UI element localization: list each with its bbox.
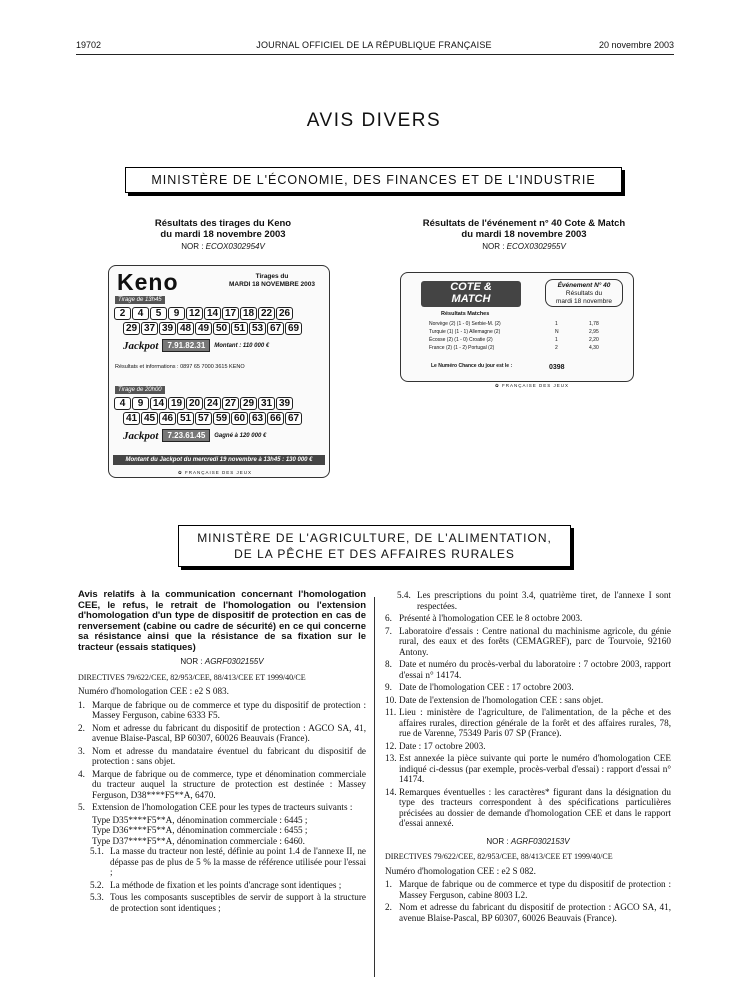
keno-row-4 — [123, 412, 302, 425]
item-text: Date : 17 octobre 2003. — [399, 740, 486, 751]
cote-match-card — [400, 272, 634, 382]
right-directives: DIRECTIVES 79/622/CEE, 82/953/CEE, 88/413/CEE ET 1999/40/CE — [385, 852, 613, 861]
item-text: Remarques éventuelles : les caractères* figurant dans la désignation du type des tracteurs correspondent à des spécifications particulières précisées au dossier de demande d'homologation CEE et dans le rapport d'essai annexé. — [399, 786, 671, 828]
cote-cell: 2,95 — [589, 329, 599, 335]
cote-cell: 1 — [555, 321, 558, 327]
item-text: Est annexée la pièce suivante qui porte le numéro d'homologation CEE indiqué ci-dessus (par exemple, procès-verbal d'essai) : rapport d'essai n° 14174. — [399, 753, 671, 784]
right-sub-items — [385, 590, 671, 611]
list-item — [78, 802, 366, 813]
item-number: 3. — [78, 745, 85, 756]
keno-band-2000: Tirage de 20h00 — [115, 386, 165, 394]
item-number: 14. — [385, 786, 397, 797]
list-item — [385, 753, 671, 785]
item-number: 12. — [385, 740, 397, 751]
item-text: Nom et adresse du fabricant du dispositif de protection : AGCO SA, 41, avenue Blaise-Pascal, BP 60307, 60026 Beauvais (France). — [399, 902, 671, 923]
cote-result-line1: Résultats de l'événement n° 40 Cote & Match — [422, 218, 626, 229]
list-item — [78, 892, 366, 913]
cote-cell: 1 — [555, 337, 558, 343]
item-number: 2. — [78, 722, 85, 733]
cote-match-row — [429, 321, 619, 327]
list-item — [385, 707, 671, 739]
list-item — [385, 902, 671, 923]
item-number: 10. — [385, 694, 397, 705]
keno-number: 18 — [240, 307, 257, 320]
item-text: Extension de l'homologation CEE pour les types de tracteurs suivants : — [92, 802, 353, 812]
cote-cell: 2 — [555, 345, 558, 351]
keno-number: 19 — [168, 397, 185, 410]
list-item — [385, 787, 671, 829]
item-text: Nom et adresse du fabricant du dispositif de protection : AGCO SA, 41, avenue Blaise-Pascal, BP 60307, 60026 Beauvais (France). — [92, 722, 366, 743]
keno-number: 9 — [132, 397, 149, 410]
left-nor: NOR : AGRF0302155V — [180, 657, 264, 666]
cote-match-logo: COTE & MATCH — [421, 281, 521, 307]
list-item — [78, 723, 366, 744]
keno-number: 45 — [141, 412, 158, 425]
keno-number: 67 — [285, 412, 302, 425]
cote-number: 0398 — [549, 364, 565, 371]
item-text: Marque de fabrique ou de commerce et type du dispositif de protection : Massey Ferguson, cabine 8003 L2. — [399, 879, 671, 900]
keno-footer-band: Montant du Jackpot du mercredi 19 novembre à 13h45 : 130 000 € — [113, 455, 325, 465]
keno-fdj-logo: ✿ FRANÇAISE DES JEUX — [178, 470, 253, 475]
keno-result-line2: du mardi 18 novembre 2003 — [160, 229, 286, 240]
cote-cell: Turquie (1) (1 - 1) Allemagne (2) — [429, 329, 501, 335]
item-text: Marque de fabrique ou de commerce et type du dispositif de protection : Massey Ferguson, cabine 6333 F5. — [92, 699, 366, 720]
list-item — [385, 613, 671, 624]
left-items — [78, 700, 366, 813]
cote-match-row — [429, 345, 619, 351]
keno-number: 51 — [231, 322, 248, 335]
item-number: 1. — [385, 879, 392, 889]
keno-number: 59 — [213, 412, 230, 425]
keno-number: 9 — [168, 307, 185, 320]
item-number: 7. — [385, 625, 392, 636]
item-number: 5.1. — [90, 846, 104, 856]
list-item — [78, 880, 366, 891]
list-item — [385, 659, 671, 680]
keno-number: 27 — [222, 397, 239, 410]
cote-col-header: Résultats Matches — [441, 311, 490, 317]
item-text: Date de l'homologation CEE : 17 octobre 2003. — [399, 682, 574, 692]
cote-cell: Norvège (2) (1 - 0) Serbie-M. (2) — [429, 321, 501, 327]
tractor-type: Type D36****F5**A, dénomination commerciale : 6455 ; — [92, 825, 308, 835]
list-item — [385, 695, 671, 706]
keno-number: 29 — [123, 322, 140, 335]
issue-date: 20 novembre 2003 — [598, 40, 674, 50]
item-number: 9. — [385, 682, 392, 692]
left-sub-items — [78, 846, 366, 913]
item-number: 6. — [385, 613, 392, 623]
list-item — [78, 846, 366, 878]
keno-draw-date: Tirages du MARDI 18 NOVEMBRE 2003 — [229, 273, 315, 288]
page-number: 19702 — [76, 40, 102, 50]
keno-number: 14 — [150, 397, 167, 410]
keno-number: 41 — [123, 412, 140, 425]
left-numero: Numéro d'homologation CEE : e2 S 083. — [78, 686, 229, 696]
item-text: Lieu : ministère de l'agriculture, de l'alimentation, de la pêche et des affaires rurales, direction générale de la forêt et des affaires rurales, 78, rue de Varenne, 75349 Paris 07 SP (France). — [399, 707, 671, 738]
left-column — [78, 590, 366, 915]
column-divider — [374, 597, 375, 977]
cote-match-row — [429, 329, 619, 335]
keno-number: 5 — [150, 307, 167, 320]
keno-number: 26 — [276, 307, 293, 320]
cote-result-line2: du mardi 18 novembre 2003 — [461, 229, 587, 240]
item-text: Les prescriptions du point 3.4, quatrième tiret, de l'annexe I sont respectées. — [417, 590, 671, 611]
keno-number: 20 — [186, 397, 203, 410]
list-item — [78, 746, 366, 767]
item-text: Marque de fabrique ou de commerce, type et dénomination commerciale du tracteur auquel la structure de protection est destinée : Massey Ferguson, D38****F5**A, 6470. — [92, 768, 366, 800]
keno-number: 48 — [177, 322, 194, 335]
header-rule — [76, 54, 674, 55]
keno-row-3 — [114, 397, 293, 410]
item-number: 5.2. — [90, 879, 104, 890]
keno-number: 39 — [159, 322, 176, 335]
keno-result-line1: Résultats des tirages du Keno — [154, 218, 292, 229]
cote-nor: NOR : ECOX0302955V — [482, 242, 566, 251]
keno-nor: NOR : ECOX0302954V — [181, 242, 265, 251]
keno-row-2 — [123, 322, 302, 335]
keno-number: 4 — [132, 307, 149, 320]
keno-number: 17 — [222, 307, 239, 320]
list-item — [385, 590, 671, 611]
keno-number: 57 — [195, 412, 212, 425]
keno-number: 49 — [195, 322, 212, 335]
cote-cell: France (2) (1 - 2) Portugal (2) — [429, 345, 495, 351]
list-item — [385, 741, 671, 752]
cote-number-label: Le Numéro Chance du jour est le : — [431, 363, 513, 369]
keno-number: 4 — [114, 397, 131, 410]
cote-cell: N — [555, 329, 559, 335]
page-header — [50, 40, 698, 54]
cote-fdj-logo: ✿ FRANÇAISE DES JEUX — [495, 383, 570, 388]
cote-cell: 1,78 — [589, 321, 599, 327]
notice-title: Avis relatifs à la communication concernant l'homologation CEE, le refus, le retrait de l'homologation ou l'extension d'homologation d'un type de dispositif de protection en cas de renversement (cabine ou cadre de sécurité) en ce qui concerne sa résistance ainsi que la résistance de sa fixation sur le tracteur (essais statiques) — [78, 589, 366, 653]
cote-result-heading — [393, 218, 655, 251]
item-number: 4. — [78, 768, 85, 779]
keno-number: 69 — [285, 322, 302, 335]
keno-number: 14 — [204, 307, 221, 320]
left-types — [78, 815, 366, 847]
list-item — [78, 700, 366, 721]
section-title: AVIS DIVERS — [306, 110, 442, 131]
item-text: Date de l'extension de l'homologation CEE : sans objet. — [399, 694, 604, 705]
list-item — [385, 879, 671, 900]
cote-cell: 4,30 — [589, 345, 599, 351]
keno-jackpot-2: Jackpot 7.23.61.45 Gagné à 120 000 € — [123, 429, 267, 442]
keno-number: 12 — [186, 307, 203, 320]
item-text: La méthode de fixation et les points d'ancrage sont identiques ; — [110, 879, 342, 890]
keno-info: Résultats et informations : 0897 65 7000 3615 KENO — [115, 364, 245, 370]
item-number: 5.4. — [397, 590, 411, 600]
keno-number: 24 — [204, 397, 221, 410]
item-text: Nom et adresse du mandataire éventuel du fabricant du dispositif de protection : sans objet. — [92, 745, 366, 766]
keno-result-heading — [118, 218, 328, 251]
tractor-type: Type D35****F5**A, dénomination commerciale : 6445 ; — [92, 814, 308, 825]
keno-number: 2 — [114, 307, 131, 320]
item-number: 13. — [385, 753, 397, 763]
right-nor: NOR : AGRF0302153V — [486, 836, 570, 846]
right-items-2 — [385, 879, 671, 923]
keno-number: 46 — [159, 412, 176, 425]
item-text: La masse du tracteur non lesté, définie au point 1.4 de l'annexe II, ne dépasse pas de plus de 5 % la masse de référence utilisée pour l'essai ; — [110, 846, 366, 877]
right-items — [385, 613, 671, 829]
keno-jackpot-1: Jackpot 7.91.82.31 Montant : 110 000 € — [123, 339, 270, 352]
item-number: 11. — [385, 707, 397, 717]
keno-number: 60 — [231, 412, 248, 425]
cote-event-box: Événement N° 40 Résultats du mardi 18 novembre — [545, 279, 623, 307]
list-item — [78, 769, 366, 801]
tractor-type: Type D37****F5**A, dénomination commerciale : 6460. — [92, 835, 305, 846]
journal-name: JOURNAL OFFICIEL DE LA RÉPUBLIQUE FRANÇAISE — [256, 40, 492, 50]
cote-match-row — [429, 337, 619, 343]
keno-number: 50 — [213, 322, 230, 335]
keno-results-card — [108, 265, 330, 478]
keno-number: 29 — [240, 397, 257, 410]
item-number: 8. — [385, 659, 392, 669]
item-text: Présenté à l'homologation CEE le 8 octobre 2003. — [399, 613, 583, 623]
ministry-economie-box: MINISTÈRE DE L'ÉCONOMIE, DES FINANCES ET DE L'INDUSTRIE — [125, 167, 622, 193]
keno-number: 51 — [177, 412, 194, 425]
item-text: Laboratoire d'essais : Centre national du machinisme agricole, du génie rural, des eaux et des forêts (CEMAGREF), parc de Tourvoie, 92160 Antony. — [399, 625, 671, 657]
list-item — [385, 682, 671, 693]
left-directives: DIRECTIVES 79/622/CEE, 82/953/CEE, 88/413/CEE ET 1999/40/CE — [78, 672, 306, 682]
keno-number: 22 — [258, 307, 275, 320]
keno-number: 39 — [276, 397, 293, 410]
keno-number: 37 — [141, 322, 158, 335]
keno-logo: Keno — [117, 269, 179, 295]
item-number: 5. — [78, 802, 85, 812]
item-number: 5.3. — [90, 892, 104, 902]
cote-cell: 2,20 — [589, 337, 599, 343]
keno-band-1345: Tirage de 13h45 — [115, 296, 165, 304]
keno-number: 67 — [267, 322, 284, 335]
cote-cell: Écosse (2) (1 - 0) Croatie (2) — [429, 337, 493, 343]
keno-row-1 — [114, 307, 293, 320]
keno-number: 63 — [249, 412, 266, 425]
item-text: Date et numéro du procès-verbal du laboratoire : 7 octobre 2003, rapport d'essai n° 14174. — [399, 659, 671, 680]
item-number: 2. — [385, 902, 392, 912]
keno-number: 31 — [258, 397, 275, 410]
item-text: Tous les composants susceptibles de servir de support à la structure de protection sont identiques ; — [110, 892, 366, 913]
list-item — [385, 626, 671, 658]
right-numero: Numéro d'homologation CEE : e2 S 082. — [385, 865, 536, 876]
item-number: 1. — [78, 699, 85, 710]
right-column — [385, 590, 671, 925]
ministry-agriculture-box: MINISTÈRE DE L'AGRICULTURE, DE L'ALIMENTATION, DE LA PÊCHE ET DES AFFAIRES RURALES — [178, 525, 571, 567]
keno-number: 66 — [267, 412, 284, 425]
keno-number: 53 — [249, 322, 266, 335]
